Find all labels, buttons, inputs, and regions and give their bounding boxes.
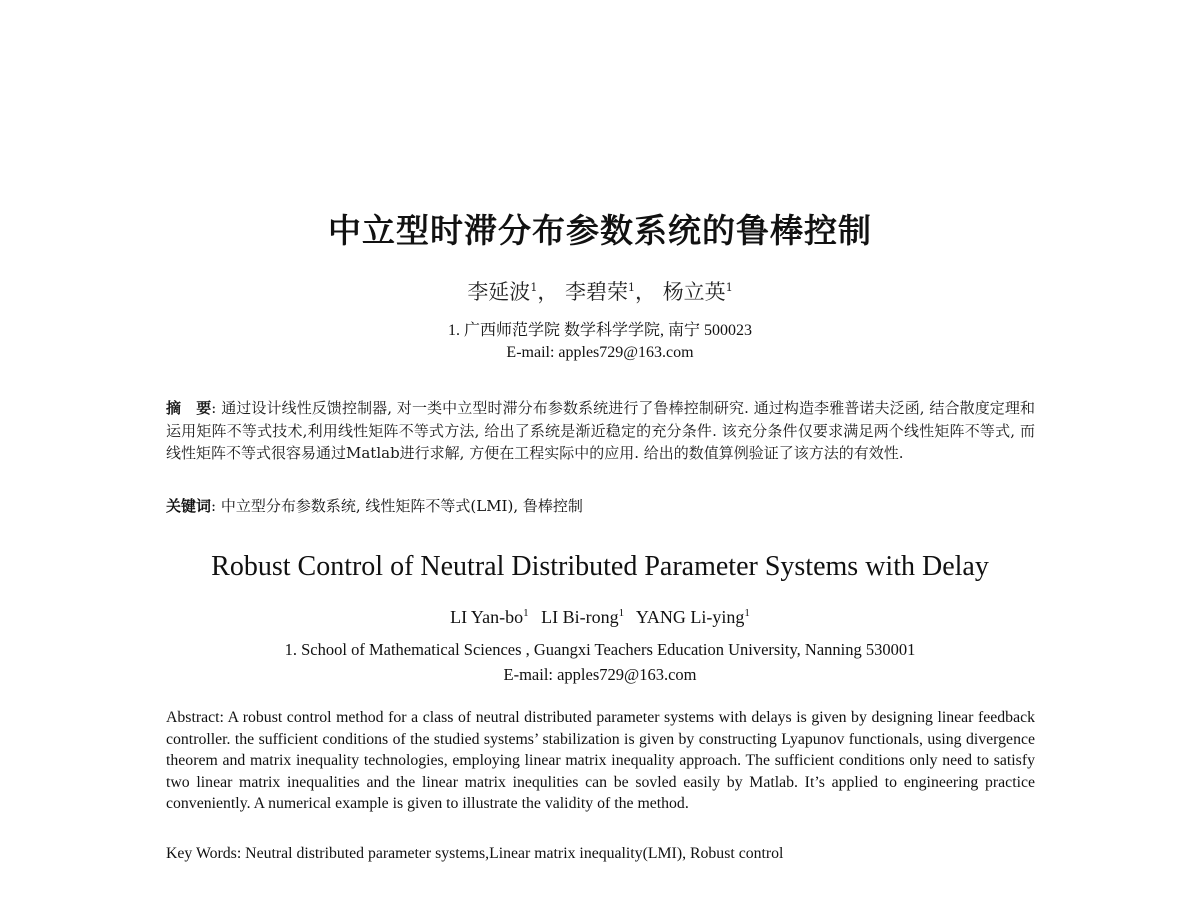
author-name: LI Yan-bo (450, 607, 524, 627)
chinese-title: 中立型时滞分布参数系统的鲁棒控制 (328, 211, 872, 250)
author-name: YANG Li-ying (635, 607, 745, 627)
author-affiliation-mark: 1 (523, 607, 529, 619)
english-abstract: Abstract: A robust control method for a class of neutral distributed parameter systems with delays is given by designing linear feedback controller. the sufficient conditions of the studied systems’ stabilization is given by constructing Lyapunov functionals, using divergence theorem and matrix inequality technologies, employing linear matrix inequality approach. The sufficient conditions only need to satisfy two linear matrix inequalities and the linear matrix inequlities can be sovled easily by Matlab. It’s applied to engineering practice conveniently. A numerical example is given to illustrate the validity of the method. (166, 709, 1035, 812)
author-name: 李延波 (467, 280, 531, 304)
chinese-email: E-mail: apples729@163.com (506, 344, 694, 361)
chinese-affiliation: 1. 广西师范学院 数学科学学院, 南宁 500023 (447, 322, 752, 339)
english-authors (0, 607, 1200, 628)
english-email: E-mail: apples729@163.com (503, 665, 697, 684)
author-name: LI Bi-rong (541, 607, 619, 627)
author-separator: ， (635, 280, 656, 304)
abstract-label: 摘 要 (166, 399, 212, 417)
author-name: 杨立英 (662, 280, 726, 304)
author-affiliation-mark: 1 (744, 607, 750, 619)
author-affiliation-mark: 1 (530, 281, 538, 294)
author-affiliation-mark: 1 (725, 281, 733, 294)
author-separator: ， (537, 280, 559, 304)
english-affiliation: 1. School of Mathematical Sciences , Guangxi Teachers Education University, Nanning 530001 (284, 640, 916, 659)
chinese-keywords (166, 495, 1035, 517)
english-affiliation-block (0, 637, 1200, 687)
chinese-authors (0, 276, 1200, 306)
chinese-affiliation-block (0, 320, 1200, 364)
author-affiliation-mark: 1 (618, 607, 625, 619)
author-affiliation-mark: 1 (628, 281, 635, 294)
english-title: Robust Control of Neutral Distributed Parameter Systems with Delay (211, 551, 989, 582)
abstract-text: : 通过设计线性反馈控制器, 对一类中立型时滞分布参数系统进行了鲁棒控制研究. 通过构造李雅普诺夫泛函, 结合散度定理和运用矩阵不等式技术,利用线性矩阵不等式方法, 给出了系统是渐近稳定的充分条件. 该充分条件仅要求满足两个线性矩阵不等式, 而线性矩阵不等式很容易通过Matlab进行求解, 方便在工程实际中的应用. 给出的数值算例验证了该方法的有效性. (166, 399, 1035, 462)
english-keywords: Key Words: Neutral distributed parameter systems,Linear matrix inequality(LMI), Robust control (166, 845, 784, 862)
keywords-text: : 中立型分布参数系统, 线性矩阵不等式(LMI), 鲁棒控制 (211, 497, 583, 515)
author-name: 李碧荣 (565, 280, 628, 304)
chinese-abstract (166, 397, 1035, 465)
keywords-label: 关键词 (166, 497, 212, 515)
